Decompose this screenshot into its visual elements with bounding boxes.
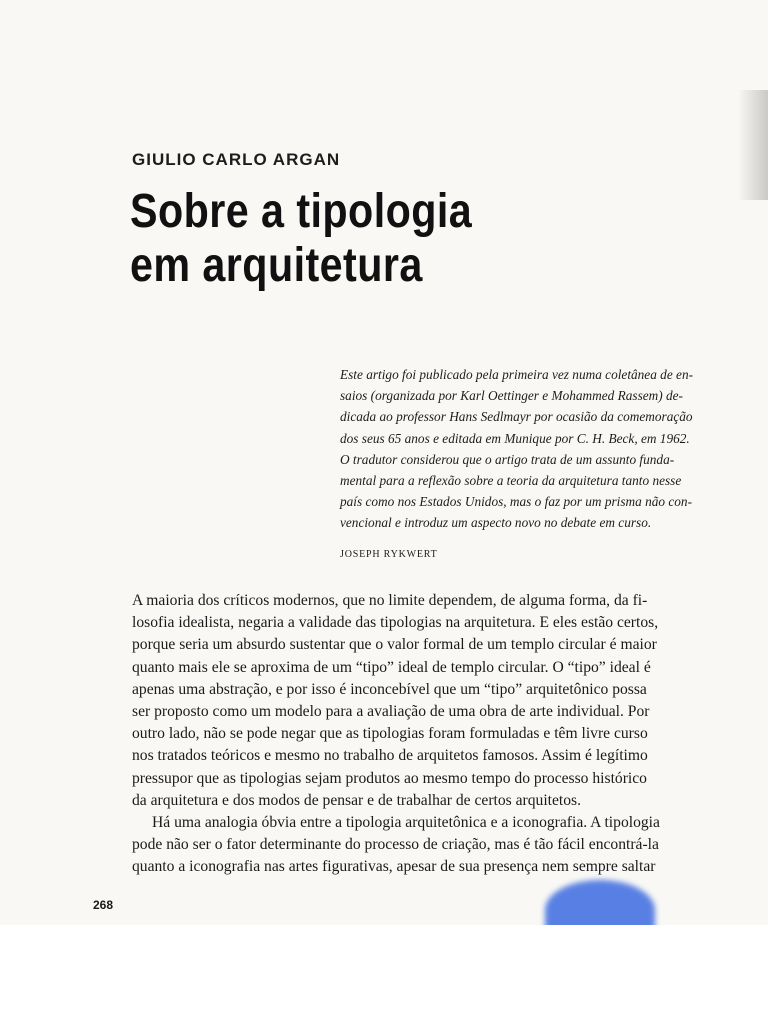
body-text — [132, 590, 752, 879]
bottom-margin — [0, 925, 768, 1024]
intro-note — [340, 364, 750, 534]
body-line: pressupor que as tipologias sejam produtos ao mesmo tempo do processo histórico — [132, 769, 647, 787]
intro-line: Este artigo foi publicado pela primeira vez numa coletânea de en- — [340, 367, 694, 382]
author-name: GIULIO CARLO ARGAN — [132, 150, 341, 169]
body-line: pode não ser o fator determinante do processo de criação, mas é tão fácil encontrá-la — [132, 836, 659, 854]
body-line: apenas uma abstração, e por isso é inconcebível que um “tipo” arquitetônico possa — [132, 680, 647, 698]
body-line: porque seria um absurdo sustentar que o valor formal de um templo circular é maior — [132, 636, 657, 654]
title-line-1: Sobre a tipologia — [130, 185, 473, 238]
body-line: nos tratados teóricos e mesmo no trabalho de arquitetos famosos. Assim é legítimo — [132, 747, 648, 765]
body-line: losofia idealista, negaria a validade das tipologias na arquitetura. E eles estão certos, — [132, 614, 659, 632]
body-line: quanto a iconografia nas artes figurativas, apesar de sua presença nem sempre saltar — [132, 858, 656, 876]
body-line: da arquitetura e dos modos de pensar e de trabalhar de certos arquitetos. — [132, 791, 582, 809]
body-line: outro lado, não se pode negar que as tipologias foram formuladas e têm livre curso — [132, 725, 648, 743]
intro-attribution: JOSEPH RYKWERT — [340, 549, 438, 560]
intro-line: vencional e introduz um aspecto novo no debate em curso. — [340, 515, 652, 531]
body-line: Há uma analogia óbvia entre a tipologia arquitetônica e a iconografia. A tipologia — [152, 814, 660, 832]
intro-line: país como nos Estados Unidos, mas o faz por um prisma não con- — [340, 494, 693, 510]
intro-line: dos seus 65 anos e editada em Munique por C. H. Beck, em 1962. — [340, 430, 690, 446]
intro-line: O tradutor considerou que o artigo trata de um assunto funda- — [340, 451, 675, 467]
intro-line: dicada ao professor Hans Sedlmayr por ocasião da comemoração — [340, 409, 693, 425]
body-line: A maioria dos críticos modernos, que no limite dependem, de alguma forma, da fi- — [132, 592, 648, 609]
intro-line: mental para a reflexão sobre a teoria da arquitetura tanto nesse — [340, 473, 682, 489]
page-number: 268 — [93, 898, 114, 912]
page-edge-shadow — [738, 90, 768, 200]
article-title — [130, 185, 472, 293]
title-line-2: em arquitetura — [130, 239, 423, 292]
body-line: ser proposto como um modelo para a avaliação de uma obra de arte individual. Por — [132, 703, 650, 721]
body-line: quanto mais ele se aproxima de um “tipo” ideal de templo circular. O “tipo” ideal é — [132, 658, 651, 676]
intro-line: saios (organizada por Karl Oettinger e Mohammed Rassem) de- — [340, 388, 683, 404]
